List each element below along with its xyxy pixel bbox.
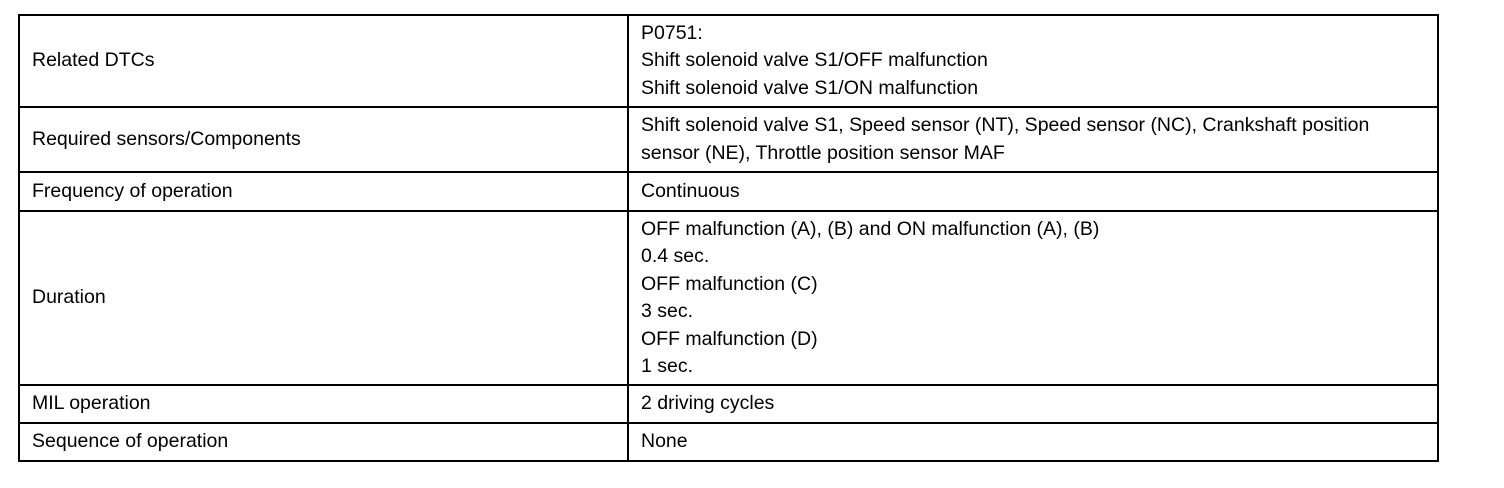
row-label: Duration: [19, 211, 628, 385]
sensor-list: Shift solenoid valve S1, Speed sensor (NT), Speed sensor (NC), Crankshaft position sensor (NE), Throttle position sensor MAF: [641, 114, 1370, 164]
duration-time: 1 sec.: [641, 355, 694, 377]
row-value: Continuous: [628, 172, 1438, 211]
table-row-frequency: [19, 172, 1438, 211]
dtc-description: Shift solenoid valve S1/ON malfunction: [641, 76, 979, 99]
duration-condition: OFF malfunction (D): [641, 327, 818, 350]
dtc-description: Shift solenoid valve S1/OFF malfunction: [641, 49, 988, 72]
row-value: 2 driving cycles: [628, 385, 1438, 423]
row-label: Required sensors/Components: [19, 107, 628, 172]
duration-time: 3 sec.: [641, 300, 694, 322]
table-row-duration: [19, 211, 1438, 385]
row-label: Related DTCs: [19, 15, 628, 107]
table-row-required-sensors: [19, 107, 1438, 172]
table-row-mil-operation: [19, 385, 1438, 423]
row-value: [628, 15, 1438, 107]
duration-time: 0.4 sec.: [641, 245, 710, 267]
table-row-related-dtcs: [19, 15, 1438, 107]
row-value: [628, 211, 1438, 385]
monitor-spec-table: [18, 14, 1439, 462]
duration-condition: OFF malfunction (C): [641, 272, 818, 295]
row-value: [628, 107, 1438, 172]
dtc-code: P0751:: [641, 21, 703, 44]
row-label: MIL operation: [19, 385, 628, 423]
row-value: None: [628, 423, 1438, 461]
row-label: Frequency of operation: [19, 172, 628, 211]
table-row-sequence: [19, 423, 1438, 461]
duration-condition: OFF malfunction (A), (B) and ON malfunction (A), (B): [641, 217, 1100, 240]
row-label: Sequence of operation: [19, 423, 628, 461]
